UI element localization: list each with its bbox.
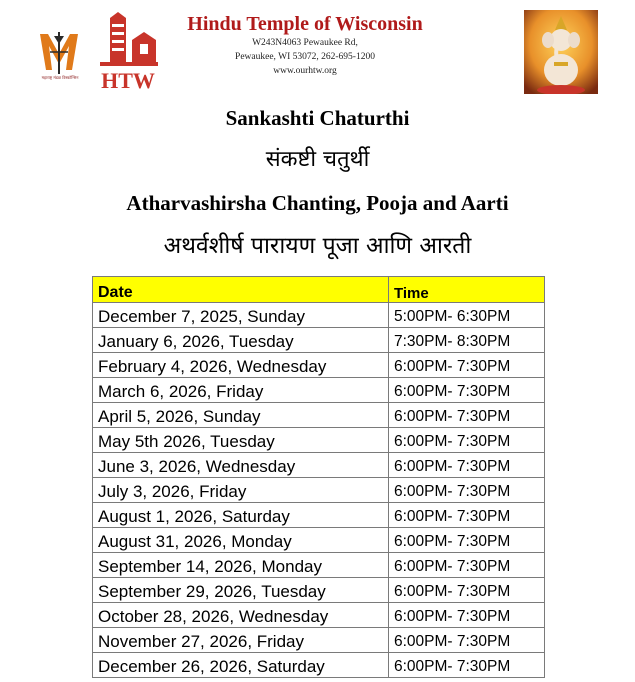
table-row <box>93 628 545 653</box>
time-cell: 6:00PM- 7:30PM <box>389 628 545 653</box>
date-cell: June 3, 2026, Wednesday <box>93 453 389 478</box>
table-row <box>93 453 545 478</box>
date-cell: November 27, 2026, Friday <box>93 628 389 653</box>
time-cell: 6:00PM- 7:30PM <box>389 603 545 628</box>
schedule-table <box>92 276 545 678</box>
time-cell: 6:00PM- 7:30PM <box>389 478 545 503</box>
time-cell: 5:00PM- 6:30PM <box>389 303 545 328</box>
date-cell: January 6, 2026, Tuesday <box>93 328 389 353</box>
event-subtitle-marathi: अथर्वशीर्ष पारायण पूजा आणि आरती <box>163 233 472 259</box>
time-cell: 6:00PM- 7:30PM <box>389 403 545 428</box>
date-cell: March 6, 2026, Friday <box>93 378 389 403</box>
date-cell: August 1, 2026, Saturday <box>93 503 389 528</box>
time-cell: 6:00PM- 7:30PM <box>389 453 545 478</box>
organization-name: Hindu Temple of Wisconsin <box>187 13 423 35</box>
date-cell: December 7, 2025, Sunday <box>93 303 389 328</box>
time-cell: 6:00PM- 7:30PM <box>389 428 545 453</box>
table-row <box>93 403 545 428</box>
table-row <box>93 303 545 328</box>
address-line-1: W243N4063 Pewaukee Rd, <box>252 38 358 48</box>
time-cell: 6:00PM- 7:30PM <box>389 503 545 528</box>
event-title-marathi: संकष्टी चतुर्थी <box>265 147 370 172</box>
table-row <box>93 428 545 453</box>
date-cell: April 5, 2026, Sunday <box>93 403 389 428</box>
date-cell: December 26, 2026, Saturday <box>93 653 389 678</box>
date-cell: August 31, 2026, Monday <box>93 528 389 553</box>
table-row <box>93 328 545 353</box>
organization-header <box>170 12 440 78</box>
htw-logo-text: HTW <box>101 68 155 93</box>
date-cell: September 14, 2026, Monday <box>93 553 389 578</box>
website-link[interactable]: www.ourhtw.org <box>273 66 337 76</box>
table-header-row <box>93 277 545 303</box>
table-row <box>93 578 545 603</box>
date-cell: October 28, 2026, Wednesday <box>93 603 389 628</box>
table-row <box>93 528 545 553</box>
event-title-english: Sankashti Chaturthi <box>225 106 410 130</box>
table-row <box>93 653 545 678</box>
time-cell: 6:00PM- 7:30PM <box>389 578 545 603</box>
table-row <box>93 553 545 578</box>
ganesha-image <box>524 10 598 94</box>
time-cell: 6:00PM- 7:30PM <box>389 553 545 578</box>
htw-temple-logo <box>96 12 160 96</box>
left-logo-caption: महाराष्ट्र मंडळ विस्कॉन्सिन <box>41 75 79 80</box>
table-row <box>93 378 545 403</box>
date-cell: September 29, 2026, Tuesday <box>93 578 389 603</box>
time-cell: 6:00PM- 7:30PM <box>389 528 545 553</box>
schedule-table-body <box>93 303 545 678</box>
event-subtitle-english: Atharvashirsha Chanting, Pooja and Aarti <box>126 191 509 215</box>
date-cell: July 3, 2026, Friday <box>93 478 389 503</box>
table-row <box>93 478 545 503</box>
time-cell: 7:30PM- 8:30PM <box>389 328 545 353</box>
date-cell: February 4, 2026, Wednesday <box>93 353 389 378</box>
time-column-header: Time <box>389 277 545 303</box>
table-row <box>93 503 545 528</box>
time-cell: 6:00PM- 7:30PM <box>389 653 545 678</box>
table-row <box>93 603 545 628</box>
maharashtra-mandal-logo <box>36 30 82 78</box>
time-cell: 6:00PM- 7:30PM <box>389 378 545 403</box>
time-cell: 6:00PM- 7:30PM <box>389 353 545 378</box>
date-cell: May 5th 2026, Tuesday <box>93 428 389 453</box>
table-row <box>93 353 545 378</box>
date-column-header: Date <box>93 277 389 303</box>
address-line-2: Pewaukee, WI 53072, 262-695-1200 <box>235 52 375 62</box>
